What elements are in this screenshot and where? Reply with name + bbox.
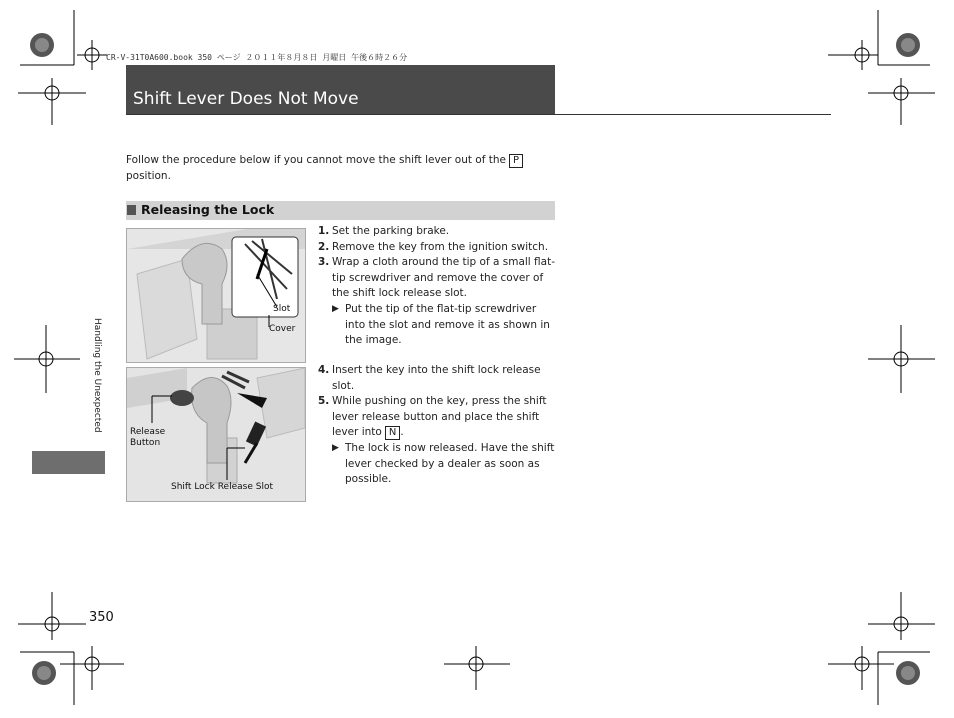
chapter-side-label: Handling the Unexpected [92,318,102,433]
step-note: ▶ The lock is now released. Have the shift lever checked by a dealer as soon as possible. [332,441,555,486]
shift-lock-release-image [126,367,306,502]
step-item: 5. While pushing on the key, press the shift lever release button and place the shift lever into N . [318,395,547,439]
intro-paragraph [126,152,526,184]
steps-group-b [318,363,558,488]
print-meta-line: CR-V-31T0A600.book 350 ページ ２０１１年８月８日 月曜日 午後６時２６分 [106,53,408,62]
shift-lock-release-slot-label: Shift Lock Release Slot [171,482,273,492]
title-rule [126,114,831,115]
cover-label: Cover [269,324,296,334]
steps-group-a [318,224,558,349]
step-item: 4. Insert the key into the shift lock release slot. [318,364,541,392]
section-title: Releasing the Lock [141,202,275,217]
page-title: Shift Lever Does Not Move [133,89,359,109]
arrow-icon: ▶ [332,303,339,314]
shift-lever-cover-image [126,228,306,363]
slot-label: Slot [273,304,291,314]
section-square-icon [127,205,136,215]
arrow-icon: ▶ [332,442,339,453]
key-p-icon: P [509,154,523,168]
release-button-label: Release Button [130,427,166,448]
step-item: 2. Remove the key from the ignition switch. [318,240,549,253]
step-item: 1. Set the parking brake. [318,225,450,237]
chapter-tab[interactable] [32,451,105,474]
key-n-icon: N [385,426,400,440]
intro-text-end: position. [126,170,171,182]
page-number: 350 [89,610,114,625]
intro-text: Follow the procedure below if you cannot move the shift lever out of the [126,154,506,166]
step-item: 3. Wrap a cloth around the tip of a small flat-tip screwdriver and remove the cover of the shift lock release slot. [318,256,556,300]
step-note: ▶ Put the tip of the flat-tip screwdriver into the slot and remove it as shown in the image. [332,302,550,347]
shift-lever-illustration [127,229,305,362]
